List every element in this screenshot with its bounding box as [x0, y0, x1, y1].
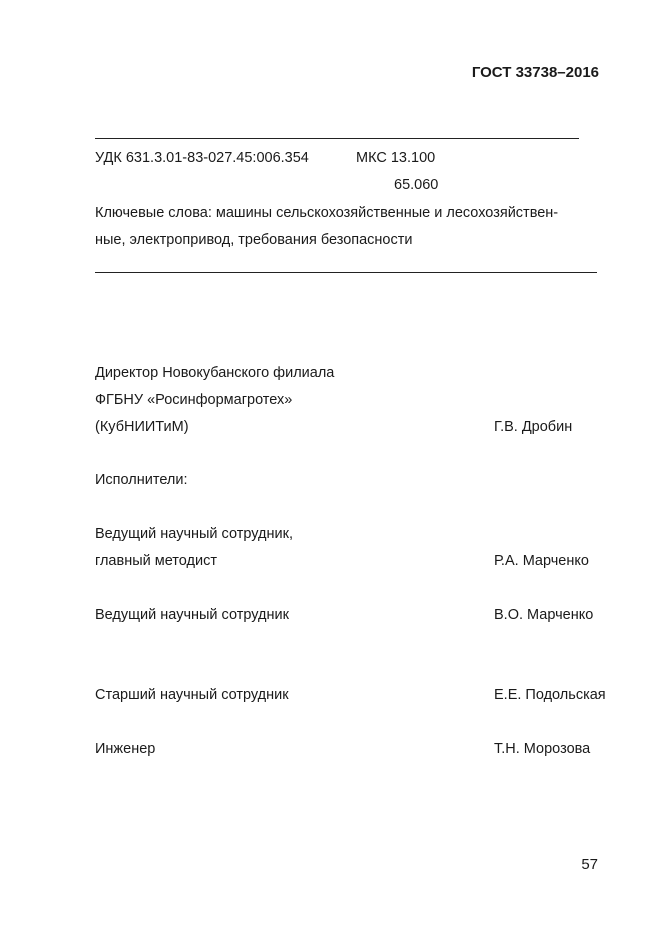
top-rule [95, 138, 579, 139]
executors-heading: Исполнители: [95, 472, 188, 488]
person-title-line-1: Старший научный сотрудник [95, 687, 289, 703]
keywords-line-1: Ключевые слова: машины сельскохозяйственные и лесохозяйствен- [95, 205, 559, 221]
person-name: Т.Н. Морозова [494, 741, 591, 757]
person-name: Е.Е. Подольская [494, 687, 606, 703]
person-title-line-1: Инженер [95, 741, 156, 757]
udc-code: УДК 631.3.01-83-027.45:006.354 [95, 150, 309, 166]
mks-code-2: 65.060 [394, 177, 439, 193]
mks-code-1: МКС 13.100 [356, 150, 436, 166]
bottom-rule [95, 272, 597, 273]
person-title-line-1: Ведущий научный сотрудник, [95, 526, 293, 542]
page-number: 57 [581, 856, 598, 873]
director-name: Г.В. Дробин [494, 419, 573, 435]
director-title-line-1: Директор Новокубанского филиала [95, 365, 335, 381]
person-title-line-1: Ведущий научный сотрудник [95, 607, 289, 623]
keywords-line-2: ные, электропривод, требования безопасности [95, 232, 413, 248]
person-title-line-2: главный методист [95, 553, 217, 569]
document-code: ГОСТ 33738–2016 [471, 64, 599, 81]
director-title-line-3: (КубНИИТиМ) [95, 419, 189, 435]
person-name: Р.А. Марченко [494, 553, 589, 569]
director-title-line-2: ФГБНУ «Росинформагротех» [95, 392, 293, 408]
person-name: В.О. Марченко [494, 607, 594, 623]
